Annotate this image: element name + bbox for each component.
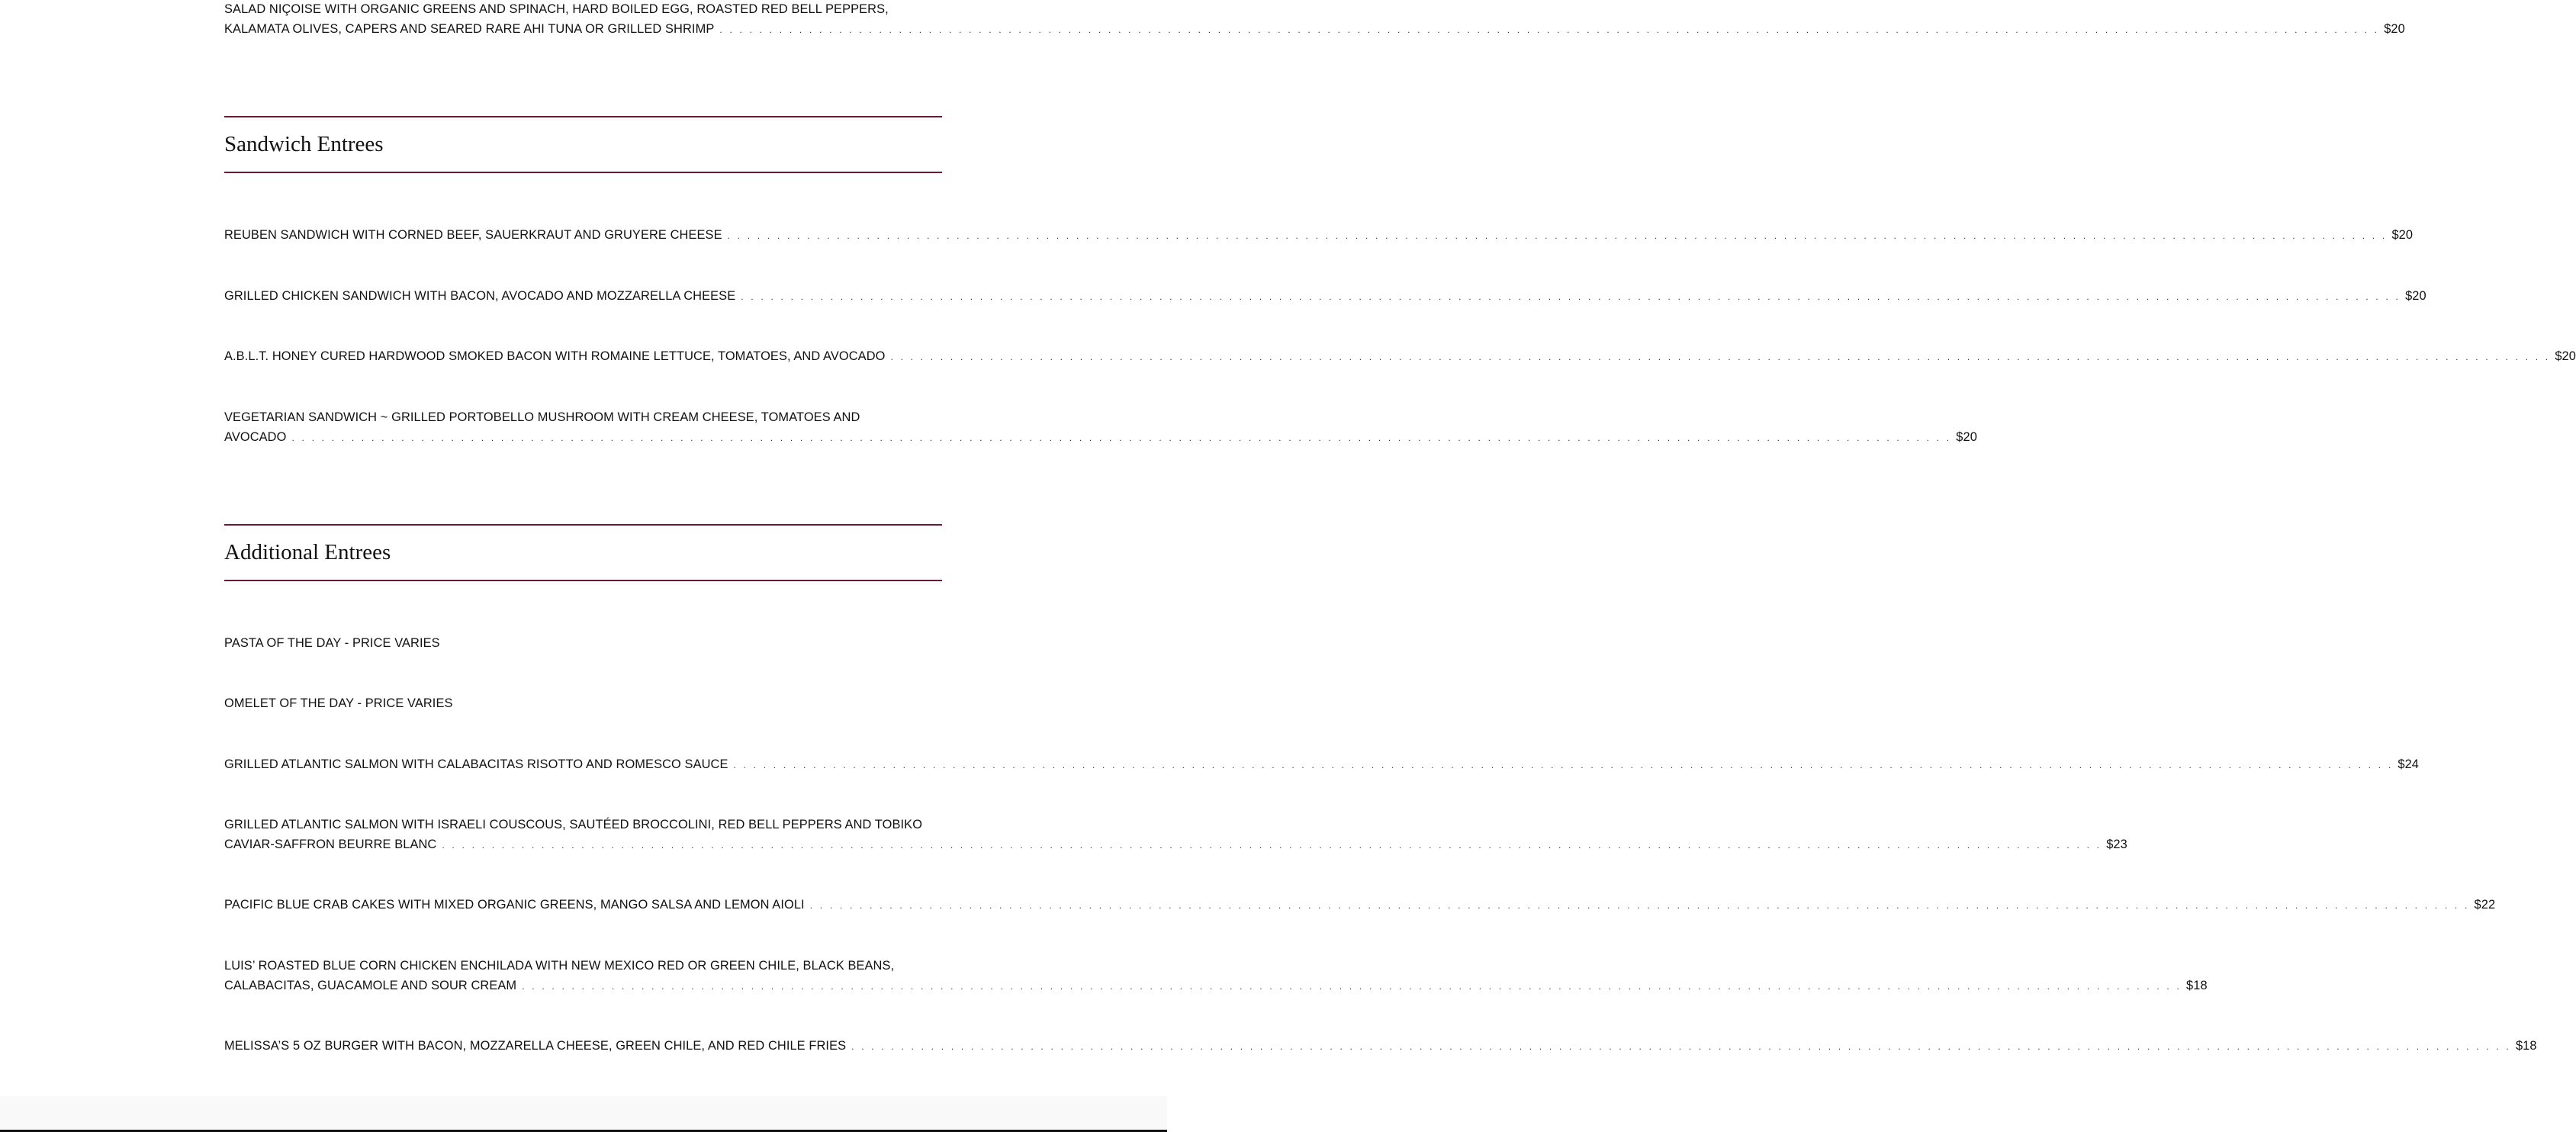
dot-leader: . . . . . . . . . . . . . . . . . . . . . . . . . . . . . . . . . . . . . . . . . . . . . . . . . . . . . . . . . . . . . . . . . . . . . . . . . . . . . . . . . . . . . . . . . . . . . . . . . . . . . . . . . . . . . . . . . . . . . . . . . . . . . . . . . . . . . . . . . . . . . . . . . . . . . . . . . . . . . . . . . . . . . . . — [851, 1041, 2511, 1052]
menu-item-omelet-of-the-day — [224, 694, 942, 714]
footer-band — [0, 1096, 1167, 1130]
menu-item-price: $20 — [2405, 289, 2426, 303]
menu-item-name: OMELET OF THE DAY - PRICE VARIES — [224, 696, 453, 710]
menu-item-price: $18 — [2515, 1039, 2537, 1053]
menu-item-name: PACIFIC BLUE CRAB CAKES WITH MIXED ORGANIC GREENS, MANGO SALSA AND LEMON AIOLI — [224, 898, 805, 912]
dot-leader: . . . . . . . . . . . . . . . . . . . . . . . . . . . . . . . . . . . . . . . . . . . . . . . . . . . . . . . . . . . . . . . . . . . . . . . . . . . . . . . . . . . . . . . . . . . . . . . . . . . . . . . . . . . . . . . . . . . . . . . . . . . . . . . . . . . . . . . . . . . . . . . . . . . . . . . . . . . . . . . . . . . . . . . — [741, 291, 2401, 302]
menu-item-reuben — [224, 226, 2414, 246]
menu-item-price: $24 — [2398, 757, 2420, 771]
section-divider — [224, 116, 942, 117]
menu-item-burger — [224, 1037, 2537, 1057]
menu-item-ablt — [224, 347, 2576, 368]
menu-item-name: GRILLED ATLANTIC SALMON WITH CALABACITAS RISOTTO AND ROMESCO SAUCE — [224, 757, 728, 771]
section-title-additional: Additional Entrees — [224, 540, 391, 564]
dot-leader: . . . . . . . . . . . . . . . . . . . . . . . . . . . . . . . . . . . . . . . . . . . . . . . . . . . . . . . . . . . . . . . . . . . . . . . . . . . . . . . . . . . . . . . . . . . . . . . . . . . . . . . . . . . . . . . . . . . . . . . . . . . . . . . . . . . . . . . . . . . . . . . . . . . . . . . . . . . . . . . . . . . . . . . — [727, 230, 2388, 241]
menu-item-name: LUIS’ ROASTED BLUE CORN CHICKEN ENCHILADA WITH NEW MEXICO RED OR GREEN CHILE, BLACK BEANS, — [224, 959, 895, 973]
section-divider — [224, 580, 942, 581]
menu-item-price: $23 — [2106, 837, 2127, 851]
menu-item-vegetarian-sandwich — [224, 408, 1977, 448]
dot-leader: . . . . . . . . . . . . . . . . . . . . . . . . . . . . . . . . . . . . . . . . . . . . . . . . . . . . . . . . . . . . . . . . . . . . . . . . . . . . . . . . . . . . . . . . . . . . . . . . . . . . . . . . . . . . . . . . . . . . . . . . . . . . . . . . . . . . . . . . . . . . . . . . . . . . . . . . . . . . . . . . . . . . . . . — [291, 432, 1952, 443]
menu-item-name: CAVIAR-SAFFRON BEURRE BLANC — [224, 837, 437, 851]
section-title-sandwich: Sandwich Entrees — [224, 132, 384, 156]
menu-item-grilled-chicken-sandwich — [224, 287, 2426, 307]
menu-item-salmon-couscous — [224, 815, 2127, 855]
section-divider — [224, 172, 942, 173]
dot-leader: . . . . . . . . . . . . . . . . . . . . . . . . . . . . . . . . . . . . . . . . . . . . . . . . . . . . . . . . . . . . . . . . . . . . . . . . . . . . . . . . . . . . . . . . . . . . . . . . . . . . . . . . . . . . . . . . . . . . . . . . . . . . . . . . . . . . . . . . . . . . . . . . . . . . . . . . . . . . . . . . . . . . . . . — [809, 900, 2470, 911]
menu-item-salad-nicoise — [224, 0, 2405, 40]
menu-item-name: GRILLED CHICKEN SANDWICH WITH BACON, AVOCADO AND MOZZARELLA CHEESE — [224, 289, 736, 303]
menu-item-pasta-of-the-day — [224, 634, 942, 654]
menu-item-enchilada — [224, 957, 2208, 996]
menu-item-name: REUBEN SANDWICH WITH CORNED BEEF, SAUERKRAUT AND GRUYERE CHEESE — [224, 228, 722, 242]
menu-item-name: MELISSA’S 5 OZ BURGER WITH BACON, MOZZARELLA CHEESE, GREEN CHILE, AND RED CHILE FRIES — [224, 1039, 847, 1053]
menu-item-name: AVOCADO — [224, 429, 287, 444]
menu-item-salmon-risotto — [224, 755, 2420, 776]
menu-item-price: $20 — [1956, 429, 1977, 444]
menu-item-name: VEGETARIAN SANDWICH ~ GRILLED PORTOBELLO MUSHROOM WITH CREAM CHEESE, TOMATOES AND — [224, 410, 860, 424]
menu-item-price: $20 — [2384, 21, 2405, 36]
dot-leader: . . . . . . . . . . . . . . . . . . . . . . . . . . . . . . . . . . . . . . . . . . . . . . . . . . . . . . . . . . . . . . . . . . . . . . . . . . . . . . . . . . . . . . . . . . . . . . . . . . . . . . . . . . . . . . . . . . . . . . . . . . . . . . . . . . . . . . . . . . . . . . . . . . . . . . . . . . . . . . . . . . . . . . . — [522, 980, 2182, 992]
menu-item-name: KALAMATA OLIVES, CAPERS AND SEARED RARE AHI TUNA OR GRILLED SHRIMP — [224, 21, 715, 36]
menu-item-price: $20 — [2555, 349, 2576, 363]
menu-item-price: $20 — [2391, 228, 2414, 242]
menu-item-name: A.B.L.T. HONEY CURED HARDWOOD SMOKED BACON WITH ROMAINE LETTUCE, TOMATOES, AND AVOCADO — [224, 349, 886, 363]
menu-item-name: PASTA OF THE DAY - PRICE VARIES — [224, 636, 440, 650]
menu-item-crab-cakes — [224, 896, 2496, 916]
dot-leader: . . . . . . . . . . . . . . . . . . . . . . . . . . . . . . . . . . . . . . . . . . . . . . . . . . . . . . . . . . . . . . . . . . . . . . . . . . . . . . . . . . . . . . . . . . . . . . . . . . . . . . . . . . . . . . . . . . . . . . . . . . . . . . . . . . . . . . . . . . . . . . . . . . . . . . . . . . . . . . . . . . . . . . . — [890, 352, 2551, 362]
section-divider — [224, 524, 942, 526]
dot-leader: . . . . . . . . . . . . . . . . . . . . . . . . . . . . . . . . . . . . . . . . . . . . . . . . . . . . . . . . . . . . . . . . . . . . . . . . . . . . . . . . . . . . . . . . . . . . . . . . . . . . . . . . . . . . . . . . . . . . . . . . . . . . . . . . . . . . . . . . . . . . . . . . . . . . . . . . . . . . . . . . . . . . . . . — [442, 839, 2102, 851]
menu-item-price: $18 — [2186, 978, 2208, 992]
menu-item-price: $22 — [2474, 898, 2496, 912]
menu-item-name: CALABACITAS, GUACAMOLE AND SOUR CREAM — [224, 978, 517, 992]
dot-leader: . . . . . . . . . . . . . . . . . . . . . . . . . . . . . . . . . . . . . . . . . . . . . . . . . . . . . . . . . . . . . . . . . . . . . . . . . . . . . . . . . . . . . . . . . . . . . . . . . . . . . . . . . . . . . . . . . . . . . . . . . . . . . . . . . . . . . . . . . . . . . . . . . . . . . . . . . . . . . . . . . . . . . . . — [719, 24, 2380, 35]
dot-leader: . . . . . . . . . . . . . . . . . . . . . . . . . . . . . . . . . . . . . . . . . . . . . . . . . . . . . . . . . . . . . . . . . . . . . . . . . . . . . . . . . . . . . . . . . . . . . . . . . . . . . . . . . . . . . . . . . . . . . . . . . . . . . . . . . . . . . . . . . . . . . . . . . . . . . . . . . . . . . . . . . . . . . . . — [733, 760, 2394, 770]
menu-item-name: SALAD NIÇOISE WITH ORGANIC GREENS AND SPINACH, HARD BOILED EGG, ROASTED RED BELL PEPPERS, — [224, 2, 889, 16]
menu-item-name: GRILLED ATLANTIC SALMON WITH ISRAELI COUSCOUS, SAUTÉED BROCCOLINI, RED BELL PEPPERS AND TOBIKO — [224, 818, 923, 831]
